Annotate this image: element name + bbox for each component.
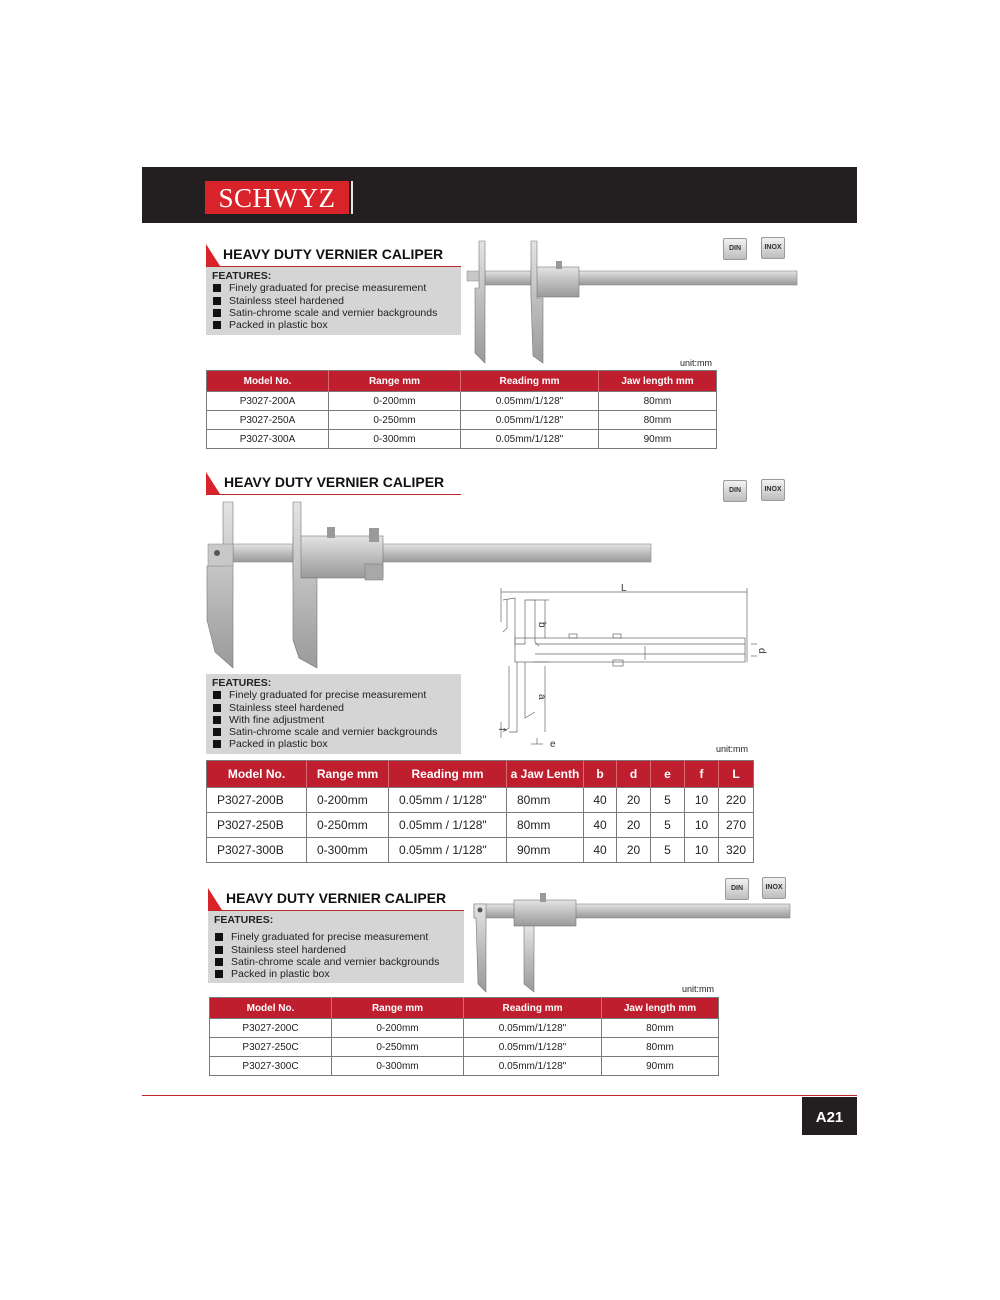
section-c-table — [209, 997, 719, 1076]
unit-label: unit:mm — [682, 984, 715, 994]
inox-badge: INOX — [761, 237, 785, 259]
table-cell: 0.05mm/1/128" — [461, 411, 599, 430]
table-cell: P3027-200B — [207, 788, 307, 813]
section-a-title: HEAVY DUTY VERNIER CALIPER — [223, 246, 444, 262]
feature-item: Packed in plastic box — [214, 968, 458, 980]
section-a-title-marker — [206, 244, 220, 266]
column-header: Model No. — [207, 371, 329, 392]
table-cell: 0-300mm — [332, 1057, 464, 1076]
column-header: L — [719, 761, 754, 788]
table-cell: 5 — [651, 788, 685, 813]
feature-item: Packed in plastic box — [212, 738, 455, 750]
table-cell: 90mm — [599, 430, 717, 449]
table-cell: P3027-200A — [207, 392, 329, 411]
table-cell: 0-200mm — [332, 1019, 464, 1038]
table-cell: 0.05mm / 1/128" — [389, 788, 507, 813]
section-b-title-marker — [206, 472, 220, 494]
column-header: Jaw length mm — [602, 998, 719, 1019]
feature-item: Finely graduated for precise measurement — [212, 282, 455, 294]
brand-logo: SCHWYZ — [205, 181, 349, 214]
table-row — [207, 411, 717, 430]
column-header: a Jaw Lenth — [507, 761, 584, 788]
table-row — [210, 1057, 719, 1076]
table-cell: 80mm — [507, 813, 584, 838]
table-cell: 20 — [617, 788, 651, 813]
column-header: e — [651, 761, 685, 788]
feature-item: Stainless steel hardened — [212, 702, 455, 714]
table-cell: 0.05mm/1/128" — [461, 430, 599, 449]
table-cell: 40 — [584, 788, 617, 813]
feature-item: Satin-chrome scale and vernier backgrounds — [214, 956, 458, 968]
table-row — [210, 1038, 719, 1057]
table-cell: 0-250mm — [307, 813, 389, 838]
din-badge: DIN — [725, 878, 749, 900]
table-cell: 80mm — [599, 411, 717, 430]
section-c-title: HEAVY DUTY VERNIER CALIPER — [226, 890, 447, 906]
table-cell: 80mm — [507, 788, 584, 813]
feature-item: Satin-chrome scale and vernier backgrounds — [212, 726, 455, 738]
table-cell: 20 — [617, 838, 651, 863]
table-cell: P3027-250C — [210, 1038, 332, 1057]
caliper-c-image — [468, 888, 793, 994]
table-row — [210, 1019, 719, 1038]
section-b-title: HEAVY DUTY VERNIER CALIPER — [224, 474, 445, 490]
table-cell: 80mm — [602, 1038, 719, 1057]
table-cell: 220 — [719, 788, 754, 813]
table-cell: 10 — [685, 788, 719, 813]
inox-badge: INOX — [761, 479, 785, 501]
din-badge: DIN — [723, 480, 747, 502]
feature-item: Satin-chrome scale and vernier backgrounds — [212, 307, 455, 319]
feature-item: Packed in plastic box — [212, 319, 455, 331]
table-cell: 90mm — [507, 838, 584, 863]
feature-item: Stainless steel hardened — [212, 295, 455, 307]
table-cell: P3027-250B — [207, 813, 307, 838]
table-cell: 0-200mm — [329, 392, 461, 411]
caliper-dimension-diagram — [495, 582, 770, 754]
section-c-features — [208, 911, 464, 983]
table-cell: 0-250mm — [329, 411, 461, 430]
section-a-table — [206, 370, 717, 449]
dim-label-b: b — [536, 622, 547, 628]
table-cell: 80mm — [599, 392, 717, 411]
caliper-a-image — [465, 238, 800, 366]
table-cell: 5 — [651, 813, 685, 838]
din-badge: DIN — [723, 238, 747, 260]
table-cell: 20 — [617, 813, 651, 838]
table-cell: 40 — [584, 838, 617, 863]
column-header: b — [584, 761, 617, 788]
column-header: d — [617, 761, 651, 788]
table-cell: 0-250mm — [332, 1038, 464, 1057]
table-cell: P3027-300B — [207, 838, 307, 863]
table-cell: 0.05mm/1/128" — [464, 1057, 602, 1076]
features-label: FEATURES: — [212, 677, 272, 689]
table-cell: P3027-300C — [210, 1057, 332, 1076]
features-label: FEATURES: — [212, 270, 272, 282]
table-cell: 0.05mm/1/128" — [464, 1038, 602, 1057]
table-cell: 80mm — [602, 1019, 719, 1038]
unit-label: unit:mm — [680, 358, 713, 368]
table-cell: 0-300mm — [329, 430, 461, 449]
table-cell: 0-200mm — [307, 788, 389, 813]
table-cell: 40 — [584, 813, 617, 838]
dim-label-a: a — [536, 694, 547, 700]
table-cell: 320 — [719, 838, 754, 863]
brand-divider — [351, 181, 353, 214]
features-label: FEATURES: — [214, 914, 274, 926]
table-cell: 0.05mm / 1/128" — [389, 838, 507, 863]
column-header: Range mm — [307, 761, 389, 788]
table-row — [207, 430, 717, 449]
table-cell: 90mm — [602, 1057, 719, 1076]
dim-label-f: f — [496, 728, 507, 731]
table-row — [207, 392, 717, 411]
table-cell: P3027-250A — [207, 411, 329, 430]
page-number: A21 — [802, 1097, 857, 1135]
column-header: Reading mm — [461, 371, 599, 392]
feature-item: With fine adjustment — [212, 714, 455, 726]
feature-item: Finely graduated for precise measurement — [212, 689, 455, 701]
table-cell: P3027-200C — [210, 1019, 332, 1038]
column-header: Model No. — [210, 998, 332, 1019]
section-b-features — [206, 674, 461, 754]
column-header: f — [685, 761, 719, 788]
dim-label-L: L — [621, 583, 627, 594]
table-row — [207, 788, 754, 813]
column-header: Range mm — [332, 998, 464, 1019]
column-header: Model No. — [207, 761, 307, 788]
section-c-title-marker — [208, 888, 222, 910]
table-cell: 270 — [719, 813, 754, 838]
dim-label-e: e — [550, 739, 556, 750]
section-a-features — [206, 267, 461, 335]
table-cell: 0.05mm/1/128" — [461, 392, 599, 411]
footer-rule — [142, 1095, 857, 1096]
column-header: Reading mm — [389, 761, 507, 788]
table-row — [207, 813, 754, 838]
table-cell: 0.05mm/1/128" — [464, 1019, 602, 1038]
dim-label-d: d — [756, 648, 767, 654]
table-cell: 0-300mm — [307, 838, 389, 863]
table-cell: 10 — [685, 813, 719, 838]
column-header: Range mm — [329, 371, 461, 392]
unit-label: unit:mm — [716, 744, 749, 754]
column-header: Jaw length mm — [599, 371, 717, 392]
table-cell: P3027-300A — [207, 430, 329, 449]
inox-badge: INOX — [762, 877, 786, 899]
table-row — [207, 838, 754, 863]
feature-item: Finely graduated for precise measurement — [214, 931, 458, 943]
table-cell: 5 — [651, 838, 685, 863]
feature-item: Stainless steel hardened — [214, 944, 458, 956]
section-b-title-rule — [206, 494, 461, 495]
column-header: Reading mm — [464, 998, 602, 1019]
section-b-table — [206, 760, 754, 863]
table-cell: 0.05mm / 1/128" — [389, 813, 507, 838]
table-cell: 10 — [685, 838, 719, 863]
